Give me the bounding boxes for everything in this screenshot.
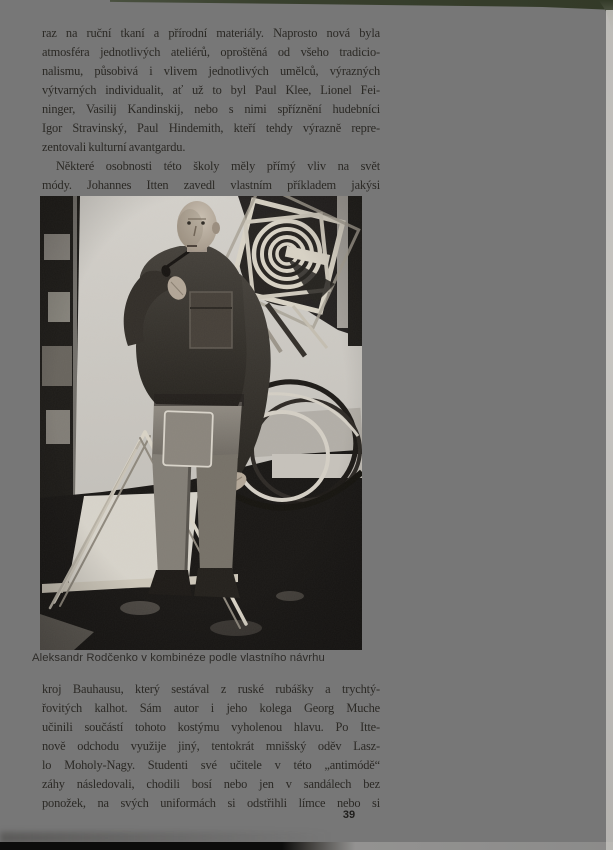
- text-line: módy. Johannes Itten zavedl vlastním příkladem jakýsi: [42, 178, 380, 192]
- text-line: lo Moholy-Nagy. Studenti své učitele v této „antimódě“: [42, 758, 380, 772]
- text-line: výtvarných individualit, ať už to byl Paul Klee, Lionel Fei-: [42, 83, 380, 97]
- text-line: nalismu, působivá i vlivem jednotlivých umělců, výrazných: [42, 64, 380, 78]
- text-line: zentovali kulturní avantgardu.: [42, 140, 186, 154]
- text-line: záhy následovali, chodili bosí nebo jen v sandálech bez: [42, 777, 380, 791]
- body-text-upper: [42, 24, 380, 195]
- text-line: raz na ruční tkaní a přírodní materiály. Naprosto nová byla: [42, 26, 380, 40]
- photo-caption: Aleksandr Rodčenko v kombinéze podle vlastního návrhu: [32, 652, 325, 664]
- text-line: ninger, Vasilij Kandinskij, nebo s nimi spříznění hudebníci: [42, 102, 380, 116]
- text-line: řovitých kalhot. Sám autor i jeho kolega Georg Muche: [42, 701, 380, 715]
- text-line: učinili součástí tohoto kostýmu vyholenou hlavu. Po Itte-: [42, 720, 380, 734]
- text-line: kroj Bauhausu, který sestával z ruské rubášky a trychtý-: [42, 682, 380, 696]
- rodchenko-photo: [40, 196, 362, 650]
- body-text-lower: [42, 680, 380, 813]
- photo-grain: [40, 196, 362, 650]
- book-cover-bottom-edge: [0, 842, 613, 850]
- text-line: atmosféra jednotlivých ateliérů, oproštěná od všeho tradicio-: [42, 45, 380, 59]
- text-line: Některé osobnosti této školy měly přímý vliv na svět: [56, 159, 380, 173]
- text-line: Igor Stravinský, Paul Hindemith, kteří tehdy výrazně repre-: [42, 121, 380, 135]
- page-right-edge: [606, 10, 613, 850]
- text-line: nově odchodu využije jiný, tentokrát mnišský oděv Lasz-: [42, 739, 380, 753]
- book-cover-top-edge: [110, 0, 613, 12]
- text-line: ponožek, na svých uniformách si odstřihli límce nebo si: [42, 796, 380, 810]
- page-number: 39: [342, 809, 356, 821]
